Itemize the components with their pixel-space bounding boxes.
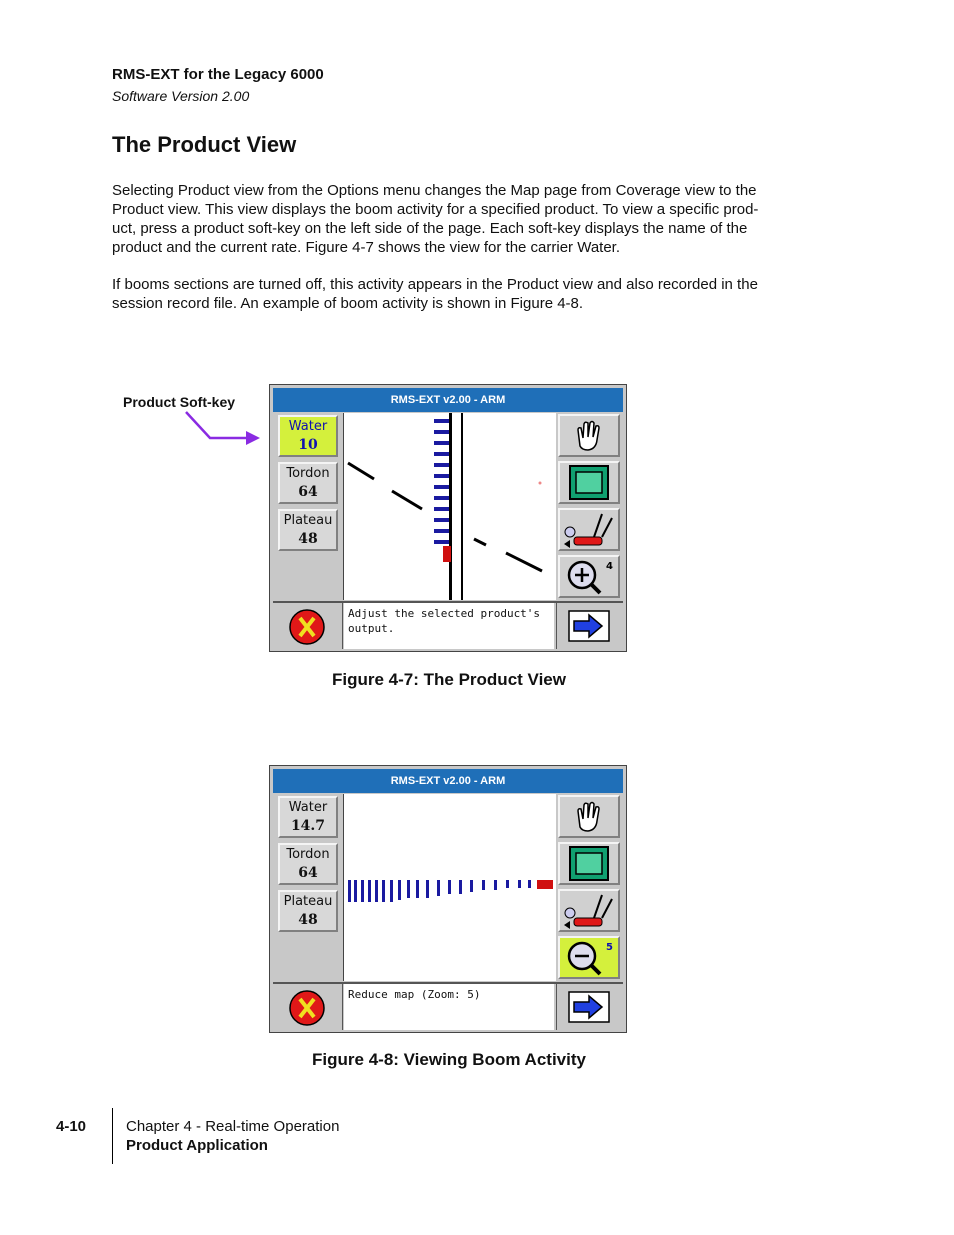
boom-activity-map <box>344 794 556 981</box>
tool-button-column <box>556 413 624 600</box>
document-header-subtitle: Software Version 2.00 <box>112 88 250 104</box>
softkey-water[interactable] <box>278 796 338 838</box>
status-message <box>344 984 554 1030</box>
softkey-plateau[interactable] <box>278 509 338 551</box>
softkey-name: Plateau <box>283 894 333 909</box>
paragraph-1-line: product and the current rate. Figure 4-7 shows the view for the carrier Water. <box>112 239 621 256</box>
next-arrow-icon <box>557 984 624 1030</box>
softkey-water[interactable] <box>278 415 338 457</box>
bottom-bar <box>273 601 623 651</box>
map-extent-button[interactable] <box>558 842 620 885</box>
softkey-rate: 14.7 <box>290 818 326 834</box>
tools-icon <box>560 891 618 930</box>
map-extent-icon <box>560 844 618 883</box>
product-view-screen <box>269 384 627 652</box>
footer-divider <box>112 1108 113 1164</box>
softkey-rate: 48 <box>298 531 318 547</box>
status-message-line: Reduce map (Zoom: 5) <box>348 988 481 1001</box>
softkey-tordon[interactable] <box>278 843 338 885</box>
paragraph-1-line: Selecting Product view from the Options menu changes the Map page from Coverage view to the <box>112 182 757 199</box>
product-softkey-column <box>273 794 341 981</box>
cancel-x-icon <box>273 603 342 649</box>
section-title: The Product View <box>112 132 297 157</box>
paragraph-2 <box>112 275 792 313</box>
softkey-plateau[interactable] <box>278 890 338 932</box>
softkey-name: Tordon <box>286 847 330 862</box>
callout-arrow-icon <box>180 408 265 446</box>
paragraph-1-line: uct, press a product soft-key on the left side of the page. Each soft-key displays the name of the <box>112 220 748 237</box>
cancel-button[interactable] <box>273 984 343 1030</box>
softkey-rate: 48 <box>298 912 318 928</box>
status-message <box>344 603 554 649</box>
paragraph-2-line: session record file. An example of boom activity is shown in Figure 4-8. <box>112 295 584 312</box>
map-extent-button[interactable] <box>558 461 620 504</box>
softkey-tordon[interactable] <box>278 462 338 504</box>
boom-activity-screen <box>269 765 627 1033</box>
hand-icon <box>560 416 618 455</box>
map-area[interactable] <box>343 794 556 981</box>
product-softkey-callout: Product Soft-key <box>123 394 236 410</box>
zoom-out-button[interactable] <box>558 936 620 979</box>
bottom-bar <box>273 982 623 1032</box>
tool-button-column <box>556 794 624 981</box>
tools-button[interactable] <box>558 889 620 932</box>
document-header-title: RMS-EXT for the Legacy 6000 <box>112 66 324 83</box>
next-button[interactable] <box>556 984 624 1030</box>
softkey-name: Plateau <box>283 513 333 528</box>
map-extent-icon <box>560 463 618 502</box>
zoom-level-badge: 4 <box>606 561 613 572</box>
zoom-in-icon <box>560 557 618 596</box>
next-button[interactable] <box>556 603 624 649</box>
screen-title-bar: RMS-EXT v2.00 - ARM <box>273 769 623 793</box>
tools-button[interactable] <box>558 508 620 551</box>
footer-section: Product Application <box>126 1137 268 1154</box>
figure-caption: Figure 4-8: Viewing Boom Activity <box>312 1050 586 1069</box>
figure-caption: Figure 4-7: The Product View <box>332 670 566 689</box>
softkey-rate: 64 <box>298 484 318 500</box>
cancel-x-icon <box>273 984 342 1030</box>
softkey-name: Water <box>288 800 328 815</box>
zoom-in-button[interactable] <box>558 555 620 598</box>
status-message-line: output. <box>348 622 395 635</box>
status-message-line: Adjust the selected product's <box>348 607 541 620</box>
zoom-level-badge: 5 <box>606 942 613 953</box>
pan-button[interactable] <box>558 795 620 838</box>
screen-title-bar: RMS-EXT v2.00 - ARM <box>273 388 623 412</box>
page-number: 4-10 <box>56 1118 87 1135</box>
product-softkey-column <box>273 413 341 600</box>
paragraph-1 <box>112 181 792 257</box>
softkey-name: Tordon <box>286 466 330 481</box>
softkey-name: Water <box>288 419 328 434</box>
pan-button[interactable] <box>558 414 620 457</box>
softkey-rate: 64 <box>298 865 318 881</box>
boom-activity-map <box>344 413 556 600</box>
hand-icon <box>560 797 618 836</box>
next-arrow-icon <box>557 603 624 649</box>
map-area[interactable] <box>343 413 556 600</box>
paragraph-1-line: Product view. This view displays the boom activity for a specified product. To view a specific prod- <box>112 201 759 218</box>
softkey-rate: 10 <box>298 437 318 453</box>
paragraph-2-line: If booms sections are turned off, this activity appears in the Product view and also recorded in the <box>112 276 758 293</box>
tools-icon <box>560 510 618 549</box>
zoom-out-icon <box>560 938 618 977</box>
footer-chapter: Chapter 4 - Real-time Operation <box>126 1118 340 1135</box>
cancel-button[interactable] <box>273 603 343 649</box>
